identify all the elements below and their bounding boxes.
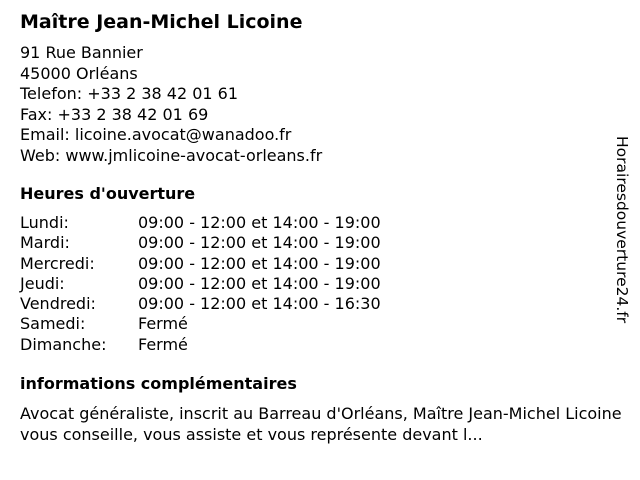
hours-row <box>20 335 381 355</box>
hours-row <box>20 213 381 233</box>
hours-time: 09:00 - 12:00 et 14:00 - 19:00 <box>138 273 381 293</box>
address-street: 91 Rue Bannier <box>20 43 143 62</box>
hours-day: Dimanche: <box>20 334 107 354</box>
hours-row <box>20 314 381 334</box>
opening-hours-heading: Heures d'ouverture <box>20 184 196 203</box>
hours-time: 09:00 - 12:00 et 14:00 - 19:00 <box>138 253 381 273</box>
hours-time: 09:00 - 12:00 et 14:00 - 19:00 <box>138 213 381 232</box>
hours-row <box>20 233 381 253</box>
business-title: Maître Jean-Michel Licoine <box>20 11 303 33</box>
hours-day: Lundi: <box>20 213 69 232</box>
hours-day: Jeudi: <box>20 273 65 293</box>
contact-block <box>20 43 322 166</box>
address-city: 45000 Orléans <box>20 63 138 83</box>
phone-number: Telefon: +33 2 38 42 01 61 <box>20 84 239 103</box>
hours-day: Mardi: <box>20 233 70 253</box>
hours-time: Fermé <box>138 314 188 334</box>
hours-day: Samedi: <box>20 314 86 334</box>
hours-row <box>20 274 381 294</box>
hours-day: Vendredi: <box>20 294 96 314</box>
website-address: Web: www.jmlicoine-avocat-orleans.fr <box>20 145 323 165</box>
business-description: Avocat généraliste, inscrit au Barreau d'Orléans, Maître Jean-Michel Licoine vous conseille, vous assiste et vous représente devant l... <box>20 404 622 444</box>
additional-info-heading: informations complémentaires <box>20 374 297 393</box>
opening-hours-list <box>20 213 381 355</box>
site-brand-vertical: Horairesdouverture24.fr <box>613 136 631 324</box>
email-address: Email: licoine.avocat@wanadoo.fr <box>20 125 292 144</box>
hours-time: Fermé <box>138 334 188 354</box>
hours-day: Mercredi: <box>20 253 95 273</box>
hours-time: 09:00 - 12:00 et 14:00 - 16:30 <box>138 294 381 314</box>
hours-time: 09:00 - 12:00 et 14:00 - 19:00 <box>138 233 381 253</box>
hours-row <box>20 294 381 314</box>
fax-number: Fax: +33 2 38 42 01 69 <box>20 104 209 124</box>
hours-row <box>20 254 381 274</box>
